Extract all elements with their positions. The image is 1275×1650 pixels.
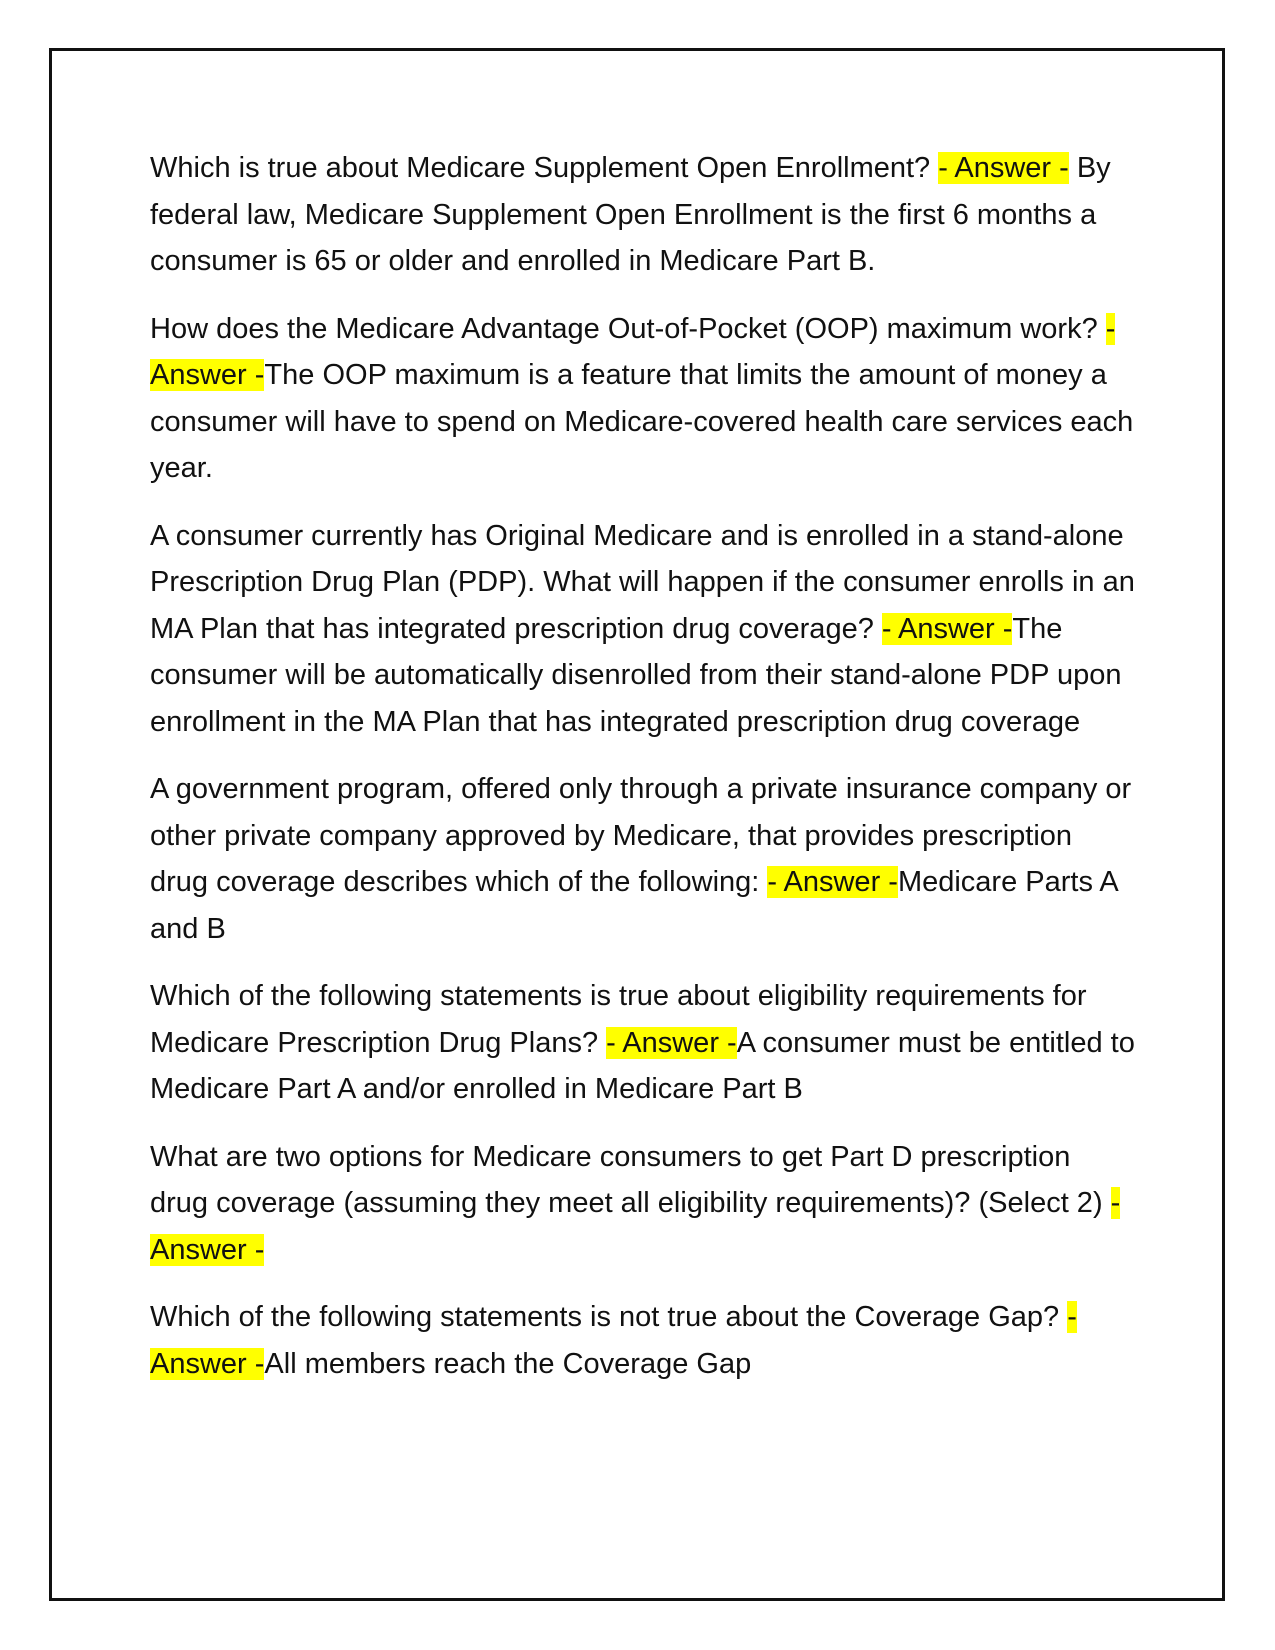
qa-item-3: [150, 513, 1135, 746]
answer-separator: - Answer -: [767, 866, 898, 898]
document-body: [150, 145, 1135, 1408]
answer-text: The consumer will be automatically disenrolled from their stand-alone PDP upon enrollment in the MA Plan that has integrated prescription drug coverage: [150, 612, 1122, 738]
answer-separator: - Answer -: [881, 612, 1013, 645]
question-text: Which is true about Medicare Supplement Open Enrollment?: [150, 152, 939, 184]
answer-separator: - Answer -: [938, 152, 1069, 184]
question-text: How does the Medicare Advantage Out-of-Pocket (OOP) maximum work?: [150, 312, 1106, 345]
answer-text: All members reach the Coverage Gap: [264, 1347, 752, 1380]
answer-text: Medicare Parts A and B: [150, 866, 1118, 945]
question-text: Which of the following statements is not true about the Coverage Gap?: [150, 1301, 1068, 1333]
question-text: A government program, offered only through a private insurance company or other private company approved by Medicare, that provides prescription drug coverage describes which of the following:: [150, 773, 1132, 898]
qa-item-6: [150, 1134, 1135, 1274]
qa-item-1: [150, 145, 1135, 285]
qa-item-4: [150, 766, 1135, 952]
answer-separator: - Answer -: [606, 1026, 737, 1059]
answer-separator: - Answer -: [150, 1301, 1077, 1380]
question-text: What are two options for Medicare consumers to get Part D prescription drug coverage (assuming they meet all eligibility requirements)? (Select 2): [150, 1140, 1111, 1219]
qa-item-2: [150, 306, 1135, 492]
answer-text: A consumer must be entitled to Medicare Part A and/or enrolled in Medicare Part B: [150, 1026, 1135, 1105]
qa-item-5: [150, 973, 1135, 1113]
qa-item-7: [150, 1294, 1135, 1387]
question-text: A consumer currently has Original Medicare and is enrolled in a stand-alone Prescription Drug Plan (PDP). What will happen if the consumer enrolls in an MA Plan that has integrated prescription drug coverage?: [150, 519, 1135, 645]
question-text: Which of the following statements is true about eligibility requirements for Medicare Prescription Drug Plans?: [150, 980, 1087, 1059]
answer-text: By federal law, Medicare Supplement Open Enrollment is the first 6 months a consumer is 65 or older and enrolled in Medicare Part B.: [150, 152, 1111, 277]
answer-separator: - Answer -: [150, 1187, 1121, 1266]
answer-separator: - Answer -: [150, 312, 1116, 391]
answer-text: The OOP maximum is a feature that limits the amount of money a consumer will have to spend on Medicare-covered health care services each year.: [150, 359, 1134, 484]
